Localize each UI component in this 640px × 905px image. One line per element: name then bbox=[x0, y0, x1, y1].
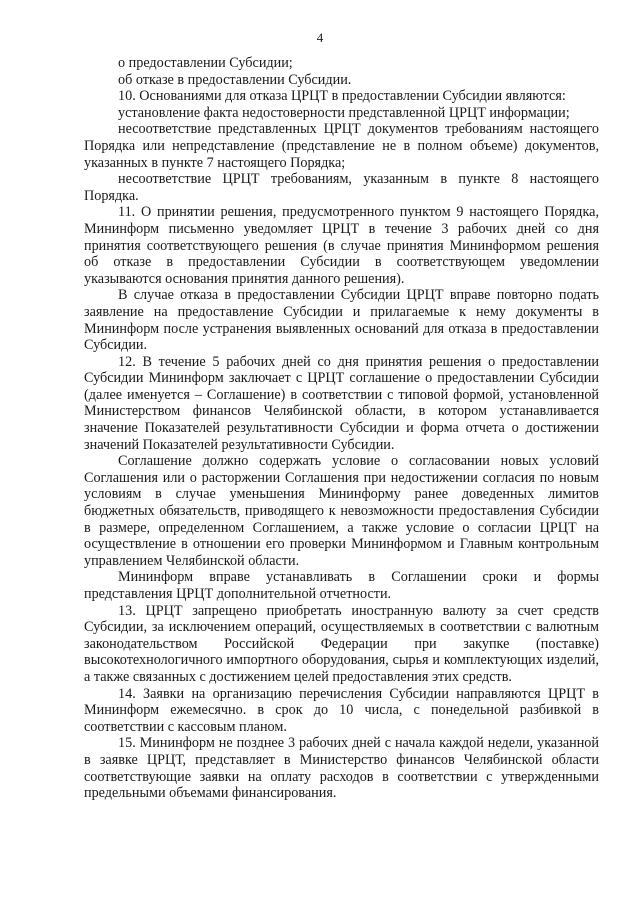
paragraph-11-reapply: В случае отказа в предоставлении Субсидии ЦРЦТ вправе повторно подать заявление на предоставление Субсидии и прилагаемые к нему документы в Мининформ после устранения выявленных оснований для отказа в предоставлении Субсидии. bbox=[84, 287, 599, 354]
paragraph-12-agreement-conditions: Соглашение должно содержать условие о согласовании новых условий Соглашения или о расторжении Соглашения при недостижении согласия по новым условиям в случае уменьшения Мининформу ранее доведенных лимитов бюджетных обязательств, приводящего к невозможности предоставления Субсидии в размере, определенном Соглашением, а также условие о согласии ЦРЦТ на осуществление в отношении его проверки Мининформом и Главным контрольным управлением Челябинской области. bbox=[84, 453, 599, 569]
paragraph-10-ground-unreliable-info: установление факта недостоверности представленной ЦРЦТ информации; bbox=[118, 104, 570, 121]
paragraph-10-ground-requirements: несоответствие ЦРЦТ требованиям, указанным в пункте 8 настоящего Порядка. bbox=[84, 171, 599, 204]
paragraph-12: 12. В течение 5 рабочих дней со дня принятия решения о предоставлении Субсидии Мининформ заключает с ЦРЦТ соглашение о предоставлении Субсидии (далее именуется – Соглашение) в соответствии с типовой формой, установленной Министерством финансов Челябинской области, в котором устанавливается значение Показателей результативности Субсидии и форма отчета о достижении значений Показателей результативности Субсидии. bbox=[84, 353, 599, 453]
document-body bbox=[84, 55, 599, 802]
paragraph-15: 15. Мининформ не позднее 3 рабочих дней с начала каждой недели, указанной в заявке ЦРЦТ, представляет в Министерство финансов Челябинской области соответствующие заявки на оплату расходов в соответствии с утвержденными предельными объемами финансирования. bbox=[84, 735, 599, 802]
paragraph-10-ground-documents: несоответствие представленных ЦРЦТ документов требованиям настоящего Порядка или непредставление (представление не в полном объеме) документов, указанных в пункте 7 настоящего Порядка; bbox=[84, 121, 599, 171]
page-number: 4 bbox=[316, 30, 324, 45]
paragraph-12-reporting: Мининформ вправе устанавливать в Соглашении сроки и формы представления ЦРЦТ дополнительной отчетности. bbox=[84, 569, 599, 602]
paragraph-decision-refusal: об отказе в предоставлении Субсидии. bbox=[118, 71, 352, 88]
paragraph-14: 14. Заявки на организацию перечисления Субсидии направляются ЦРЦТ в Мининформ ежемесячно. в срок до 10 числа, с понедельной разбивкой в соответствии с кассовым планом. bbox=[84, 685, 599, 735]
paragraph-11: 11. О принятии решения, предусмотренного пунктом 9 настоящего Порядка, Мининформ письменно уведомляет ЦРЦТ в течение 3 рабочих дней со дня принятия соответствующего решения (в случае принятия Мининформом решения об отказе в предоставлении Субсидии в соответствующем уведомлении указываются основания принятия данного решения). bbox=[84, 204, 599, 287]
paragraph-13: 13. ЦРЦТ запрещено приобретать иностранную валюту за счет средств Субсидии, за исключением операций, осуществляемых в соответствии с валютным законодательством Российской Федерации при закупке (поставке) высокотехнологичного импортного оборудования, сырья и комплектующих изделий, а также связанных с достижением целей предоставления этих средств. bbox=[84, 602, 599, 685]
paragraph-10-grounds: 10. Основаниями для отказа ЦРЦТ в предоставлении Субсидии являются: bbox=[118, 88, 566, 105]
paragraph-decision-grant: о предоставлении Субсидии; bbox=[118, 55, 293, 71]
